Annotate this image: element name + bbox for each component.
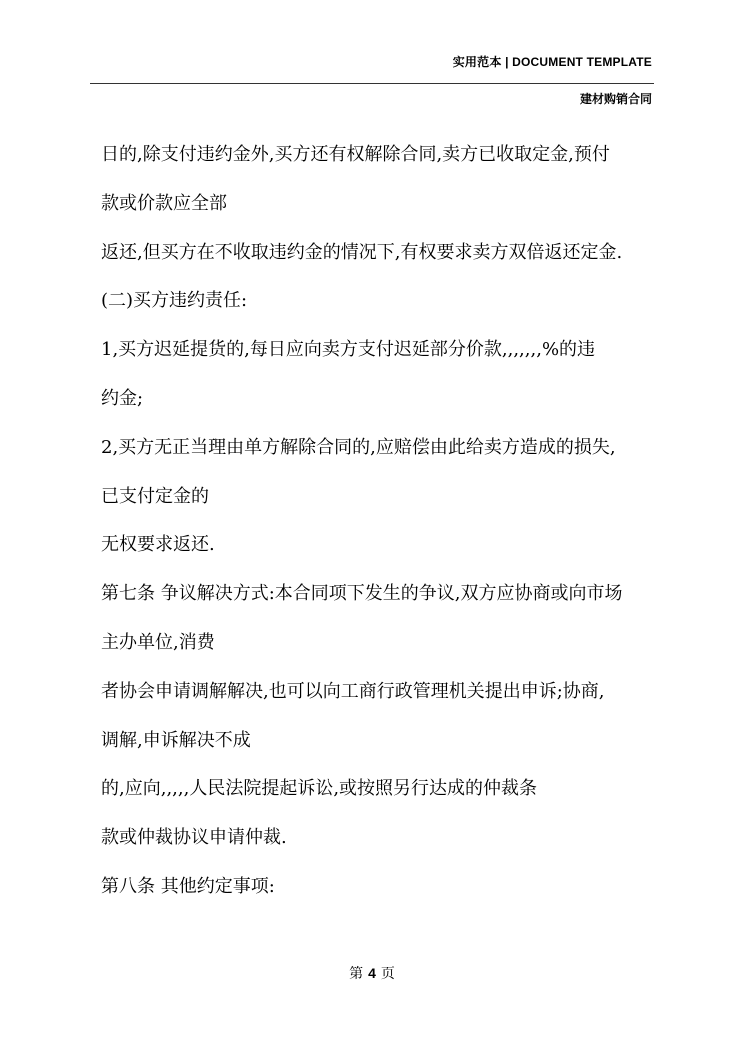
document-name: 建材购销合同 <box>579 92 652 106</box>
contract-body <box>101 140 681 921</box>
header-title: 实用范本 | DOCUMENT TEMPLATE <box>452 55 652 69</box>
text-line: 款或价款应全部 <box>101 192 227 214</box>
text-line: 2,买方无正当理由单方解除合同的,应赔偿由此给卖方造成的损失, <box>101 436 616 458</box>
text-line: 第七条 争议解决方式:本合同项下发生的争议,双方应协商或向市场 <box>101 583 623 605</box>
text-line: 约金; <box>101 387 144 409</box>
text-line: 的,应向,,,,,人民法院提起诉讼,或按照另行达成的仲裁条 <box>101 778 538 800</box>
text-line: 无权要求返还. <box>101 534 215 556</box>
text-line: 主办单位,消费 <box>101 631 215 653</box>
text-line: 已支付定金的 <box>101 485 209 507</box>
page-prefix: 第 <box>349 966 364 982</box>
text-line: 第八条 其他约定事项: <box>101 875 275 897</box>
text-line: (二)买方违约责任: <box>101 290 248 312</box>
page-number: 4 <box>368 965 376 981</box>
page-footer <box>0 963 744 983</box>
text-line: 款或仲裁协议申请仲裁. <box>101 827 287 849</box>
page-suffix: 页 <box>380 966 395 982</box>
text-line: 者协会申请调解解决,也可以向工商行政管理机关提出申诉;协商, <box>101 680 605 702</box>
text-line: 返还,但买方在不收取违约金的情况下,有权要求卖方双倍返还定金. <box>101 241 623 263</box>
text-line: 日的,除支付违约金外,买方还有权解除合同,卖方已收取定金,预付 <box>101 144 610 165</box>
text-line: 1,买方迟延提货的,每日应向卖方支付迟延部分价款,,,,,,,%的违 <box>101 339 596 361</box>
text-line: 调解,申诉解决不成 <box>101 729 251 751</box>
header-divider <box>90 83 654 84</box>
